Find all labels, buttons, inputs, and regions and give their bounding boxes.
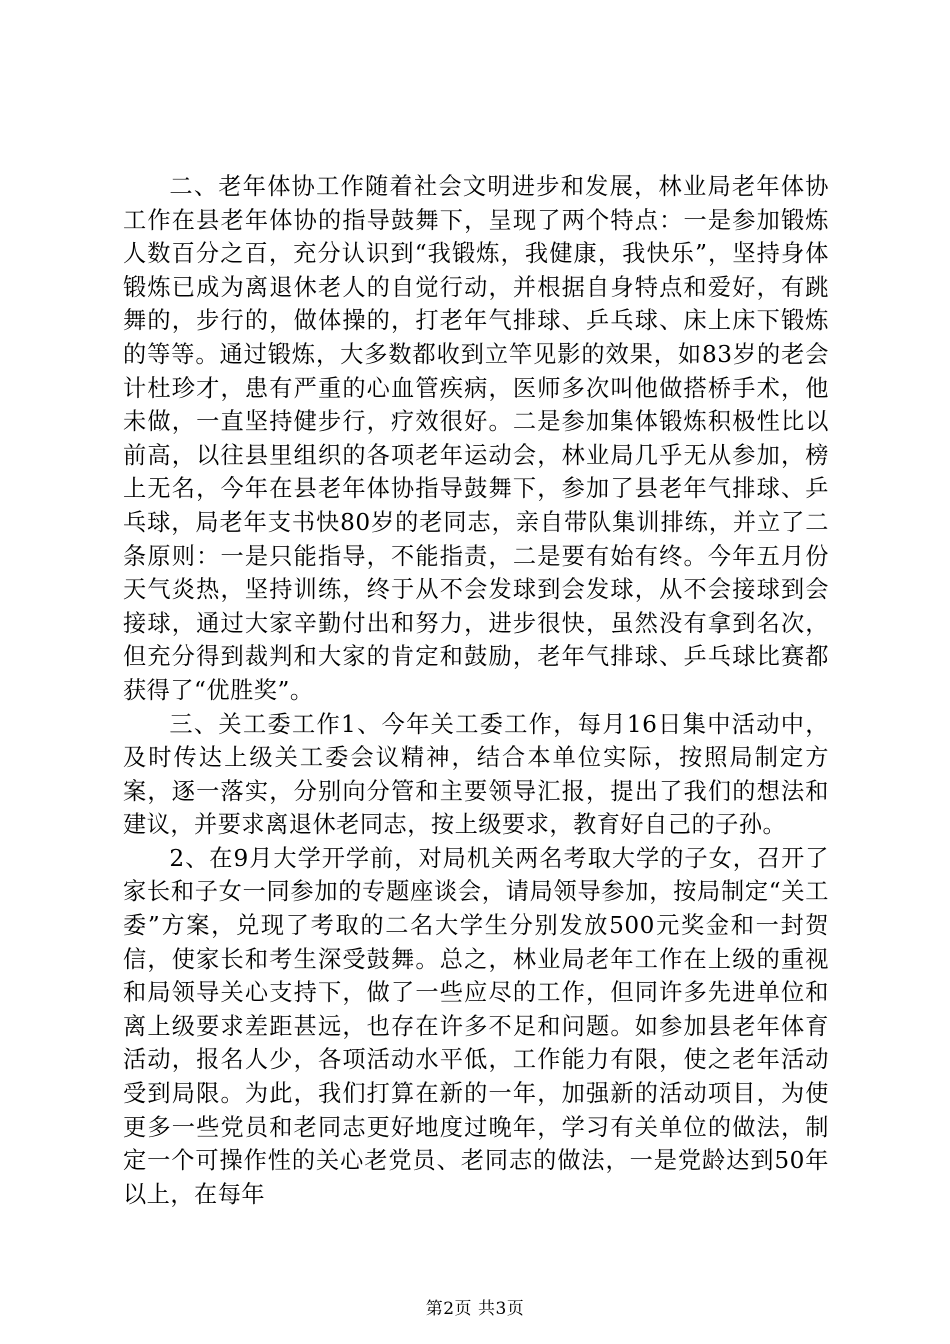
paragraph-care-committee-work: 三、关工委工作1、今年关工委工作，每月16日集中活动中，及时传达上级关工委会议精神，结合本单位实际，按照局制定方案，逐一落实，分别向分管和主要领导汇报，提出了我们的想法和建议，并要求离退休老同志，按上级要求，教育好自己的子孙。: [123, 710, 829, 839]
paragraph-university-students-summary: 2、在9月大学开学前，对局机关两名考取大学的子女，召开了家长和子女一同参加的专题座谈会，请局领导参加，按局制定“关工委”方案，兑现了考取的二名大学生分别发放500元奖金和一封贺信，使家长和考生深受鼓舞。总之，林业局老年工作在上级的重视和局领导关心支持下，做了一些应尽的工作，但同许多先进单位和离上级要求差距甚远，也存在许多不足和问题。如参加县老年体育活动，报名人少，各项活动水平低，工作能力有限，使之老年活动受到局限。为此，我们打算在新的一年，加强新的活动项目，为使更多一些党员和老同志更好地度过晚年，学习有关单位的做法，制定一个可操作性的关心老党员、老同志的做法，一是党龄达到50年以上，在每年: [123, 844, 829, 1208]
document-body: [123, 170, 829, 1211]
page-footer: 第2页 共3页: [425, 1299, 525, 1319]
paragraph-elderly-sports-association: 二、老年体协工作随着社会文明进步和发展，林业局老年体协工作在县老年体协的指导鼓舞下，呈现了两个特点：一是参加锻炼人数百分之百，充分认识到“我锻炼，我健康，我快乐”，坚持身体锻炼已成为离退休老人的自觉行动，并根据自身特点和爱好，有跳舞的，步行的，做体操的，打老年气排球、乒乓球、床上床下锻炼的等等。通过锻炼，大多数都收到立竿见影的效果，如83岁的老会计杜珍才，患有严重的心血管疾病，医师多次叫他做搭桥手术，他未做，一直坚持健步行，疗效很好。二是参加集体锻炼积极性比以前高，以往县里组织的各项老年运动会，林业局几乎无从参加，榜上无名，今年在县老年体协指导鼓舞下，参加了县老年气排球、乒乓球，局老年支书快80岁的老同志，亲自带队集训排练，并立了二条原则：一是只能指导，不能指责，二是要有始有终。今年五月份天气炎热，坚持训练，终于从不会发球到会发球，从不会接球到会接球，通过大家辛勤付出和努力，进步很快，虽然没有拿到名次，但充分得到裁判和大家的肯定和鼓励，老年气排球、乒乓球比赛都获得了“优胜奖”。: [123, 173, 829, 704]
